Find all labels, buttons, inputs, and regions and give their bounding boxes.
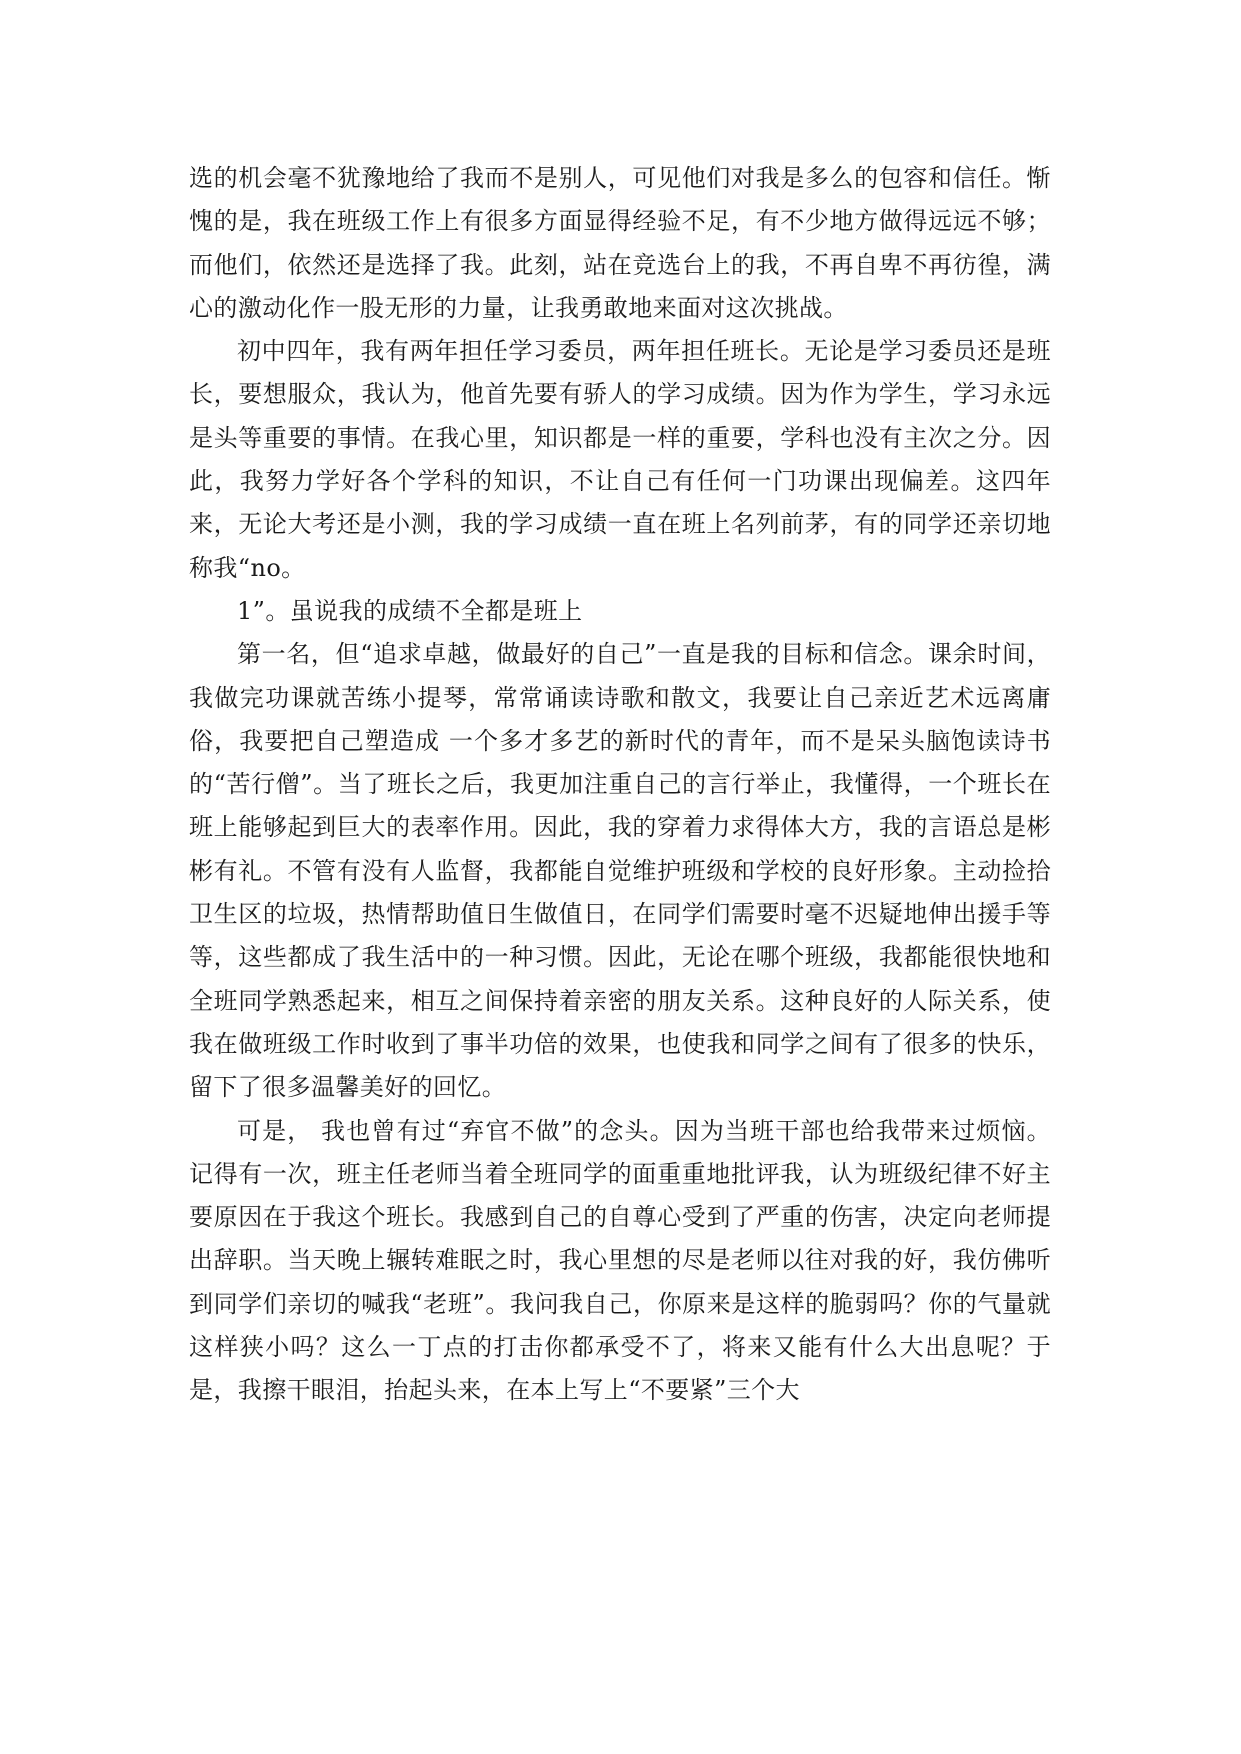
- paragraph-4: 第一名，但“追求卓越，做最好的自己”一直是我的目标和信念。课余时间，我做完功课就苦练小提琴，常常诵读诗歌和散文，我要让自己亲近艺术远离庸俗，我要把自己塑造成 一个多才多艺的新时代的青年，而不是呆头脑饱读诗书的“苦行僧”。当了班长之后，我更加注重自己的言行举止，我懂得，一个班长在班上能够起到巨大的表率作用。因此，我的穿着力求得体大方，我的言语总是彬彬有礼。不管有没有人监督，我都能自觉维护班级和学校的良好形象。主动捡拾卫生区的垃圾，热情帮助值日生做值日，在同学们需要时毫不迟疑地伸出援手等等，这些都成了我生活中的一种习惯。因此，无论在哪个班级，我都能很快地和全班同学熟悉起来，相互之间保持着亲密的朋友关系。这种良好的人际关系，使我在做班级工作时收到了事半功倍的效果，也使我和同学之间有了很多的快乐，留下了很多温馨美好的回忆。: [189, 640, 1051, 1102]
- paragraph-3: 1”。虽说我的成绩不全都是班上: [237, 596, 583, 625]
- document-body: [189, 157, 1051, 1413]
- paragraph-5: 可是， 我也曾有过“弃官不做”的念头。因为当班干部也给我带来过烦恼。记得有一次，班主任老师当着全班同学的面重重地批评我，认为班级纪律不好主要原因在于我这个班长。我感到自己的自尊心受到了严重的伤害，决定向老师提出辞职。当天晚上辗转难眠之时，我心里想的尽是老师以往对我的好，我仿佛听到同学们亲切的喊我“老班”。我问我自己，你原来是这样的脆弱吗？你的气量就这样狭小吗？这么一丁点的打击你都承受不了，将来又能有什么大出息呢？于是，我擦干眼泪，抬起头来，在本上写上“不要紧”三个大: [189, 1116, 1051, 1405]
- paragraph-2: 初中四年，我有两年担任学习委员，两年担任班长。无论是学习委员还是班长，要想服众，我认为，他首先要有骄人的学习成绩。因为作为学生，学习永远是头等重要的事情。在我心里，知识都是一样的重要，学科也没有主次之分。因此，我努力学好各个学科的知识，不让自己有任何一门功课出现偏差。这四年来，无论大考还是小测，我的学习成绩一直在班上名列前茅，有的同学还亲切地称我“no。: [189, 337, 1051, 582]
- paragraph-1: 选的机会毫不犹豫地给了我而不是别人，可见他们对我是多么的包容和信任。惭愧的是，我在班级工作上有很多方面显得经验不足，有不少地方做得远远不够；而他们，依然还是选择了我。此刻，站在竞选台上的我，不再自卑不再彷徨，满心的激动化作一股无形的力量，让我勇敢地来面对这次挑战。: [189, 164, 1051, 322]
